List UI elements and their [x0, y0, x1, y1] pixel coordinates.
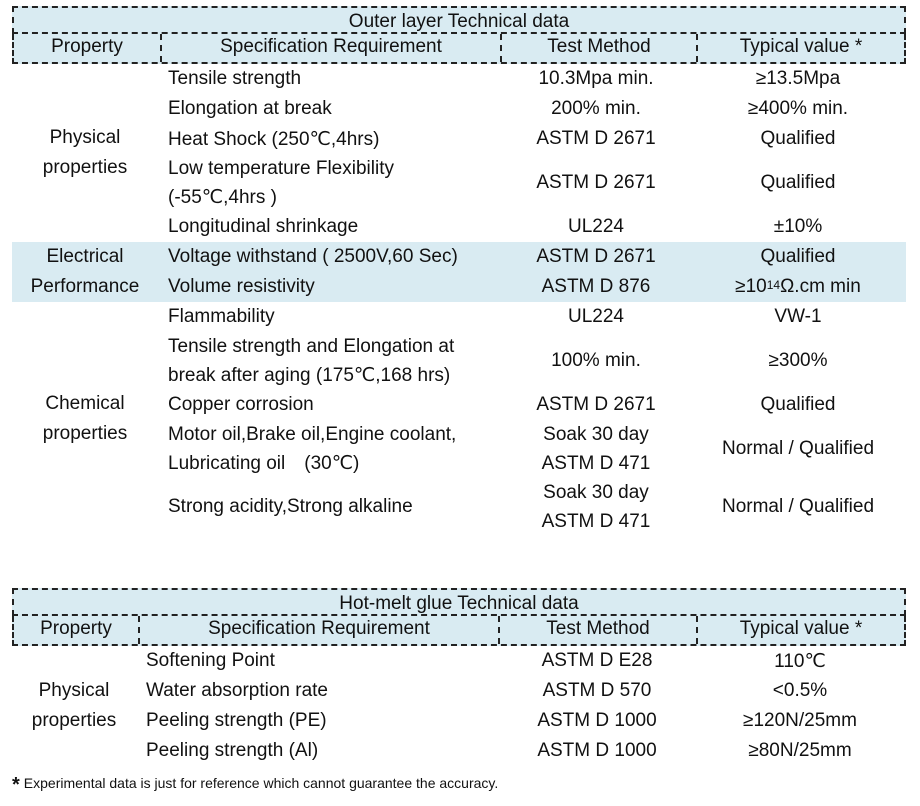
value-cell: VW-1	[774, 306, 822, 327]
outer-layer-table	[12, 6, 906, 536]
spec-text: Tensile strength and Elongation at	[168, 336, 455, 357]
spec-cell	[158, 124, 498, 154]
spec-text: Softening Point	[146, 650, 275, 671]
glue-header-row	[12, 616, 906, 646]
footnote	[12, 774, 498, 797]
method-text: ASTM D 876	[541, 276, 651, 297]
method-text: 10.3Mpa min.	[538, 68, 654, 89]
spec-text: Peeling strength (PE)	[146, 710, 327, 731]
footnote-text: Experimental data is just for reference which cannot guarantee the accuracy.	[23, 775, 499, 791]
value-cell: ≥400% min.	[747, 98, 849, 119]
value-cell: ≥80N/25mm	[748, 740, 852, 761]
method-cell	[498, 94, 694, 124]
spec-cell	[136, 646, 498, 676]
group-label-line: properties	[42, 157, 128, 178]
header-spec: Specification Requirement	[160, 34, 500, 62]
header-value: Typical value *	[696, 616, 904, 644]
table-row	[158, 212, 904, 242]
header-property: Property	[51, 36, 123, 57]
header-value: Typical value *	[696, 34, 904, 62]
spec-text: Flammability	[168, 306, 275, 327]
spec-text: Peeling strength (Al)	[146, 740, 319, 761]
table-row	[158, 390, 904, 420]
value-cell: ±10%	[773, 216, 823, 237]
method-cell	[498, 646, 696, 676]
method-cell	[498, 64, 694, 94]
glue-group-physical	[12, 646, 906, 766]
method-text: ASTM D 471	[541, 511, 651, 532]
spec-cell	[136, 676, 498, 706]
method-text: 200% min.	[551, 98, 641, 119]
group-label-line: Physical	[49, 127, 121, 148]
method-text: Soak 30 day	[543, 482, 649, 503]
group-label-line: Physical	[38, 680, 110, 701]
method-cell	[498, 302, 694, 332]
table-row	[158, 332, 904, 390]
spec-text: Elongation at break	[168, 98, 332, 119]
method-text: ASTM D 570	[542, 680, 652, 701]
outer-group-chemical	[12, 302, 906, 536]
spec-text: Volume resistivity	[168, 276, 315, 297]
spec-text: Low temperature Flexibility	[168, 158, 394, 179]
footnote-asterisk: *	[12, 774, 20, 796]
value-cell: <0.5%	[772, 680, 828, 701]
group-label-line: properties	[42, 423, 128, 444]
spec-text: Longitudinal shrinkage	[168, 216, 359, 237]
method-text: ASTM D 2671	[536, 246, 656, 267]
spec-text: Tensile strength	[168, 68, 302, 89]
table-row	[158, 154, 904, 212]
table-row	[158, 420, 904, 478]
spec-cell	[158, 272, 498, 302]
glue-table	[12, 588, 906, 766]
spec-cell	[158, 64, 498, 94]
method-text: 100% min.	[551, 350, 641, 371]
table-row	[136, 736, 904, 766]
table-row	[158, 242, 904, 272]
table-row	[158, 272, 904, 302]
group-label	[12, 64, 158, 242]
header-method: Test Method	[498, 616, 696, 644]
group-label-line: properties	[31, 710, 117, 731]
outer-table-title: Outer layer Technical data	[12, 6, 906, 34]
value-cell	[694, 272, 902, 302]
table-row	[158, 94, 904, 124]
table-row	[136, 676, 904, 706]
value-cell: 110℃	[774, 650, 826, 672]
method-text: ASTM D 2671	[536, 394, 656, 415]
method-cell	[498, 154, 694, 212]
method-text: ASTM D 2671	[536, 172, 656, 193]
method-text: UL224	[568, 306, 624, 327]
spec-cell	[136, 736, 498, 766]
outer-group-physical	[12, 64, 906, 242]
spec-text: Copper corrosion	[168, 394, 314, 415]
spec-cell	[158, 212, 498, 242]
spec-cell	[158, 478, 498, 536]
table-row	[136, 706, 904, 736]
method-cell	[498, 272, 694, 302]
header-method: Test Method	[500, 34, 696, 62]
value-cell: ≥120N/25mm	[743, 710, 857, 731]
method-text: ASTM D 471	[541, 453, 651, 474]
spec-text: (-55℃,4hrs )	[168, 187, 277, 208]
value-cell: Normal / Qualified	[721, 438, 875, 459]
method-text: UL224	[568, 216, 624, 237]
header-property: Property	[40, 618, 112, 639]
value-cell: Qualified	[760, 394, 836, 415]
method-cell	[498, 676, 696, 706]
method-text: Soak 30 day	[543, 424, 649, 445]
group-label-line: Performance	[30, 276, 140, 297]
spec-text: Voltage withstand ( 2500V,60 Sec)	[168, 246, 458, 267]
table-row	[158, 64, 904, 94]
method-cell	[498, 390, 694, 420]
spec-text: Water absorption rate	[146, 680, 328, 701]
table-row	[158, 478, 904, 536]
table-row	[158, 302, 904, 332]
value-exponent: 14	[766, 278, 781, 292]
spec-cell	[158, 242, 498, 272]
group-label-line: Chemical	[45, 393, 125, 414]
value-cell: Qualified	[760, 172, 836, 193]
method-text: ASTM D E28	[541, 650, 653, 671]
outer-header-row	[12, 34, 906, 64]
method-cell	[498, 736, 696, 766]
group-label	[12, 242, 158, 302]
method-cell	[498, 124, 694, 154]
method-cell	[498, 242, 694, 272]
group-label	[12, 302, 158, 536]
method-cell	[498, 478, 694, 536]
spec-cell	[158, 420, 498, 478]
method-text: ASTM D 2671	[536, 128, 656, 149]
method-cell	[498, 706, 696, 736]
spec-cell	[158, 332, 498, 390]
spec-cell	[158, 154, 498, 212]
value-cell: Qualified	[760, 246, 836, 267]
value-text: ≥10	[735, 276, 767, 297]
method-text: ASTM D 1000	[537, 710, 657, 731]
spec-cell	[158, 302, 498, 332]
group-label	[12, 646, 136, 766]
value-cell: Qualified	[760, 128, 836, 149]
method-cell	[498, 332, 694, 390]
spec-text: Heat Shock (250℃,4hrs)	[168, 128, 380, 150]
method-cell	[498, 420, 694, 478]
table-row	[136, 646, 904, 676]
spec-text: Lubricating oil (30℃)	[168, 453, 360, 474]
spec-text: Strong acidity,Strong alkaline	[168, 496, 413, 517]
spec-cell	[158, 94, 498, 124]
header-spec: Specification Requirement	[138, 616, 498, 644]
spec-text: Motor oil,Brake oil,Engine coolant,	[168, 424, 457, 445]
glue-table-title: Hot-melt glue Technical data	[12, 588, 906, 616]
spec-cell	[136, 706, 498, 736]
spec-text: break after aging (175℃,168 hrs)	[168, 365, 451, 386]
table-row	[158, 124, 904, 154]
method-text: ASTM D 1000	[537, 740, 657, 761]
value-cell: ≥13.5Mpa	[755, 68, 841, 89]
outer-group-electrical	[12, 242, 906, 302]
group-label-line: Electrical	[46, 246, 124, 267]
spec-cell	[158, 390, 498, 420]
value-text: Ω.cm min	[780, 276, 861, 297]
value-cell: Normal / Qualified	[721, 496, 875, 517]
value-cell: ≥300%	[768, 350, 828, 371]
method-cell	[498, 212, 694, 242]
